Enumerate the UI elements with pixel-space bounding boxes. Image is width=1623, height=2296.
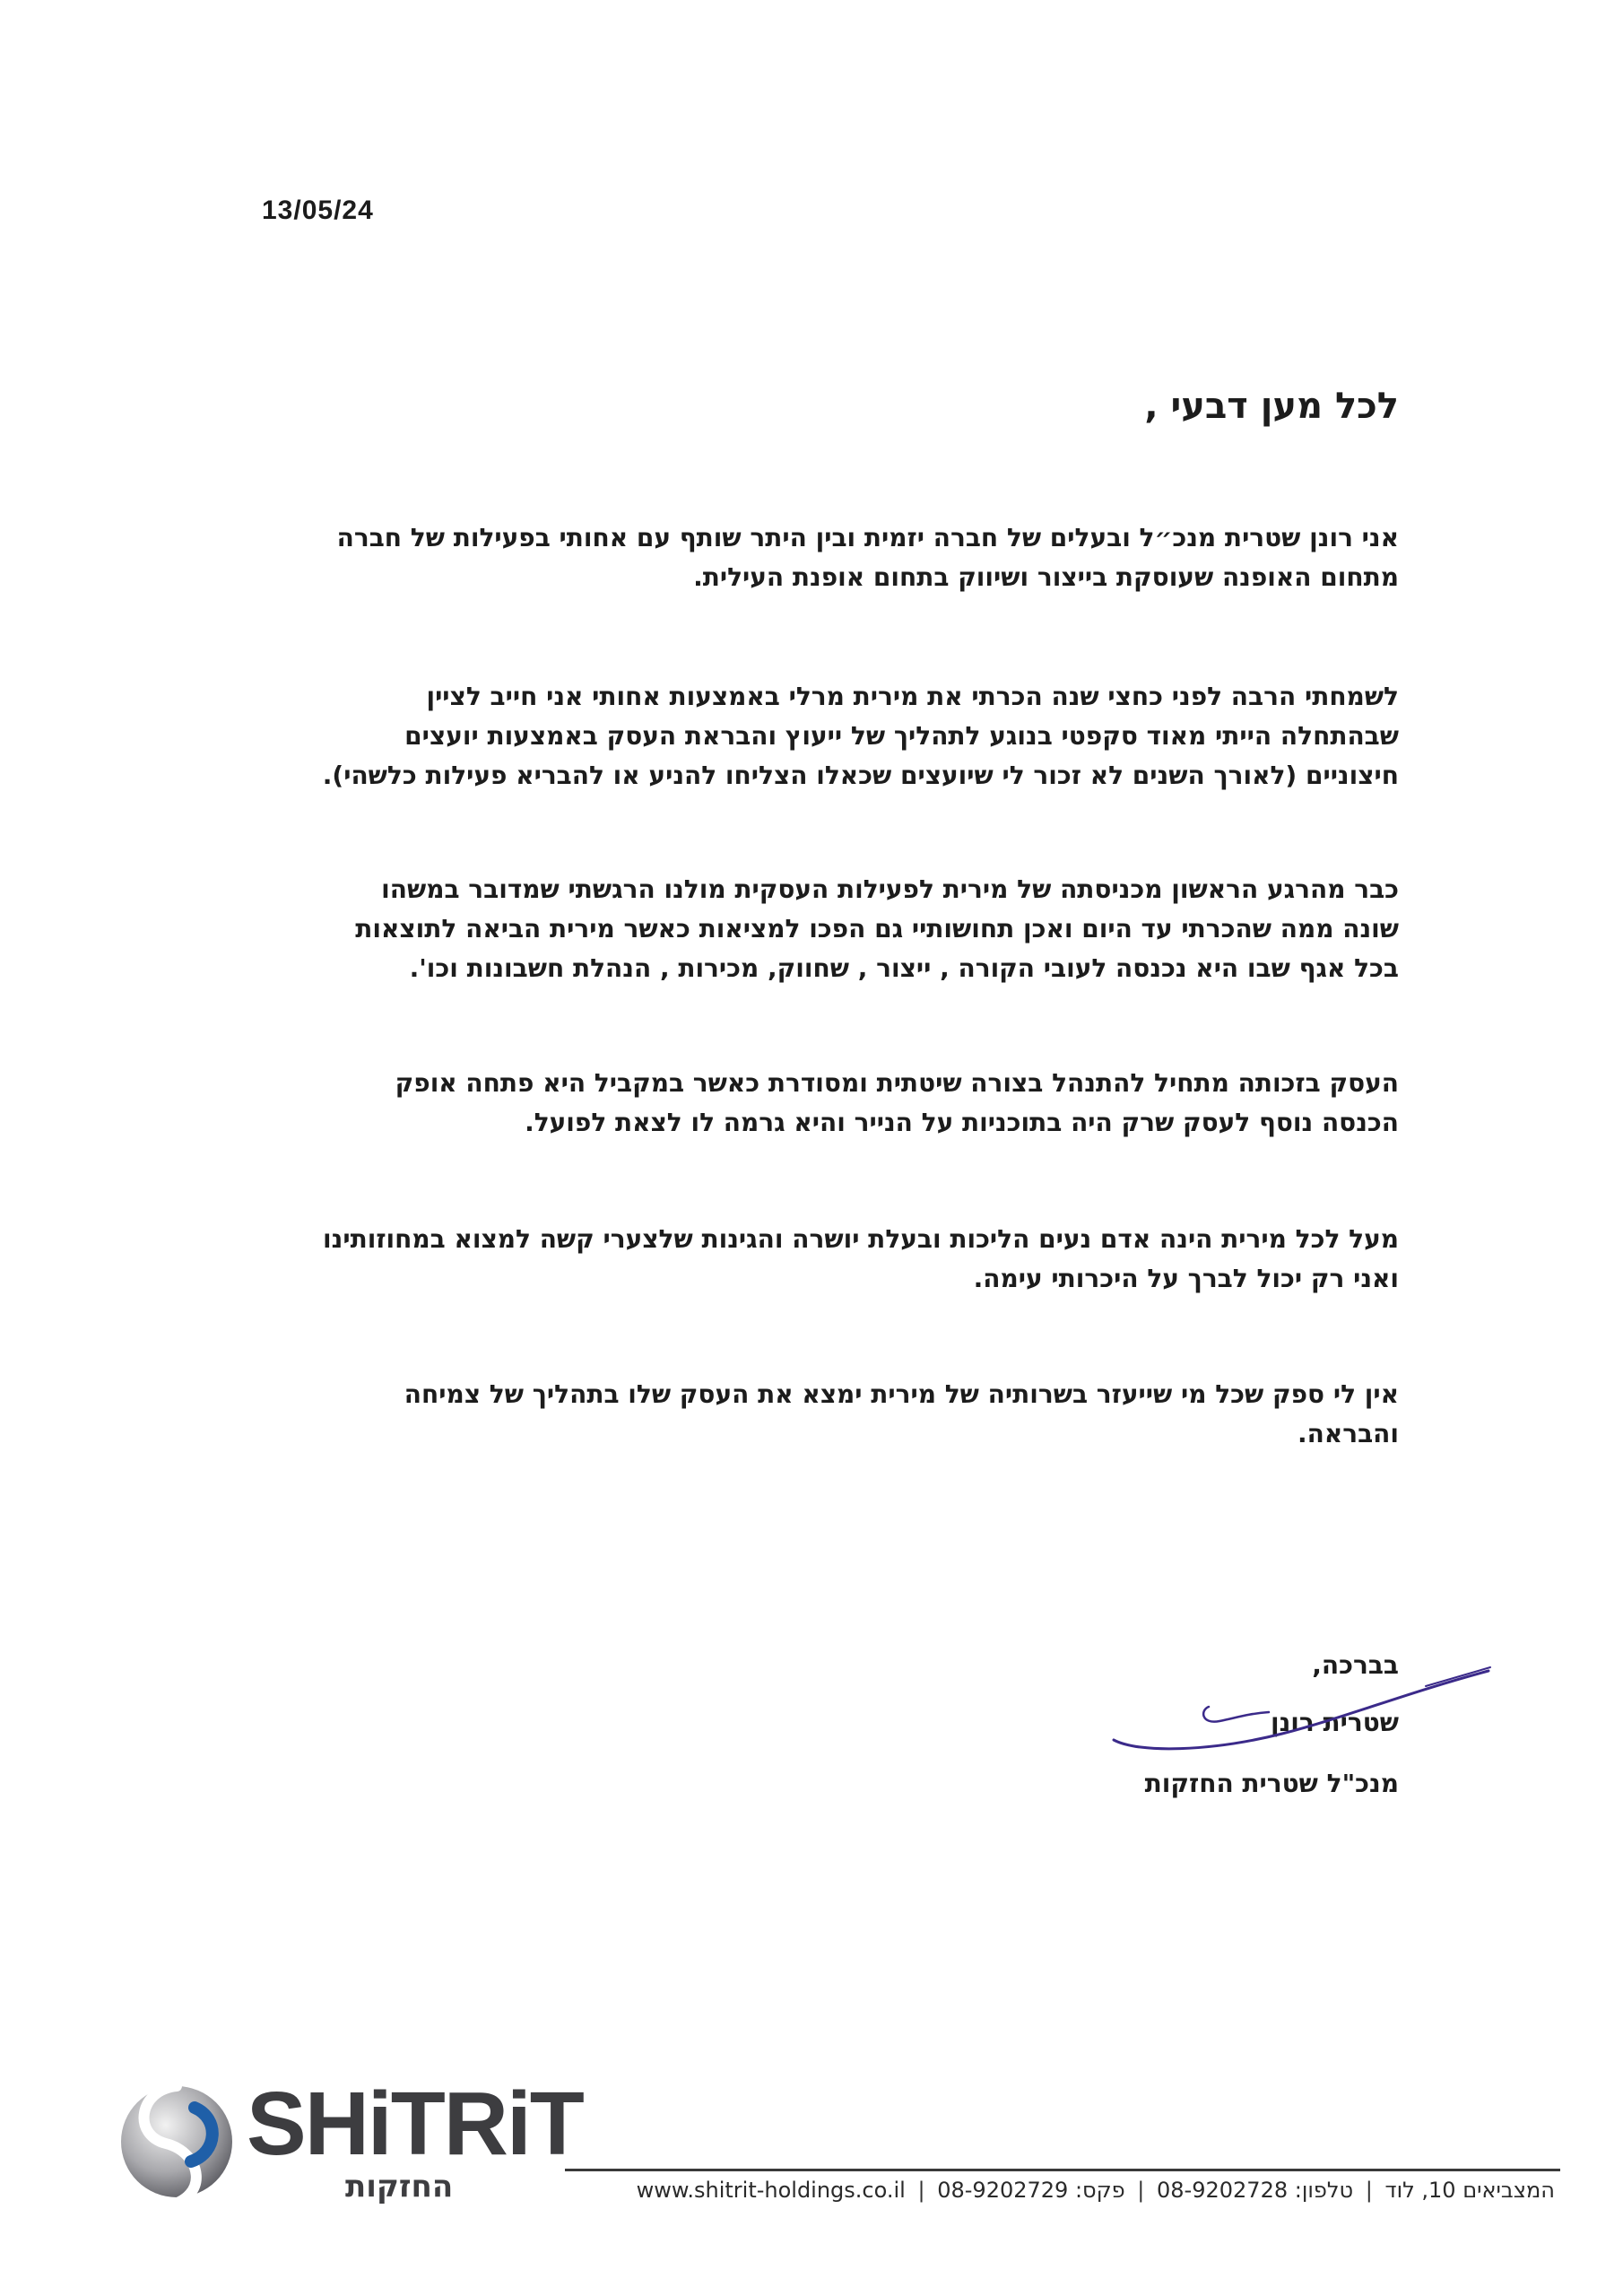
footer-separator: |	[917, 2178, 925, 2203]
footer-address: המצביאים 10, לוד	[1384, 2178, 1555, 2203]
paragraph-2	[233, 677, 1399, 796]
paragraph-line: כבר מהרגע הראשון מכניסתה של מירית לפעילות העסקית מולנו הרגשתי שמדובר במשהו	[381, 874, 1399, 904]
paragraph-line: שונה ממה שהכרתי עד היום ואכן תחושותיי גם הפכו למציאות כאשר מירית הביאה לתוצאות	[355, 914, 1399, 944]
paragraph-6	[233, 1375, 1399, 1454]
paragraph-5	[233, 1220, 1399, 1299]
paragraph-line: והבראה.	[1297, 1419, 1399, 1448]
paragraph-line: בכל אגף שבו היא נכנסה לעובי הקורה , ייצור , שחווק, מכירות , הנהלת חשבונות וכו'.	[409, 953, 1399, 983]
footer-divider	[565, 2169, 1560, 2171]
paragraph-line: שבהתחלה הייתי מאוד סקפטי בנוגע לתהליך של ייעוץ והבראת העסק באמצעות יועצים	[404, 721, 1399, 751]
signer-name: שטרית רונן	[1271, 1708, 1399, 1737]
footer-separator: |	[1137, 2178, 1145, 2203]
logo-wordmark: SHiTRiT	[247, 2074, 583, 2174]
footer-phone: טלפון: 08-9202728	[1157, 2178, 1354, 2203]
paragraph-line: מעל לכל מירית הינה אדם נעים הליכות ובעלת יושרה והגינות שלצערי קשה למצוא במחוזותינו	[323, 1224, 1399, 1254]
paragraph-line: לשמחתי הרבה לפני כחצי שנה הכרתי את מירית מרלי באמצעות אחותי אני חייב לציין	[426, 682, 1399, 711]
paragraph-line: מתחום האופנה שעוסקת בייצור ושיווק בתחום אופנת העילית.	[693, 562, 1399, 592]
paragraph-line: אני רונן שטרית מנכ״ל ובעלים של חברה יזמית ובין היתר שותף עם אחותי בפעילות של חברה	[336, 523, 1399, 552]
paragraph-1	[233, 518, 1399, 597]
paragraph-line: חיצוניים (לאורך השנים לא זכור לי שיועצים שכאלו הצליחו להניע או להבריא פעילות כלשהי).	[322, 761, 1399, 790]
closing: בברכה,	[1312, 1650, 1399, 1680]
signature-mark	[1103, 1655, 1497, 1762]
paragraph-line: העסק בזכותה מתחיל להתנהל בצורה שיטתית ומסודרת כאשר במקביל היא פתחה אופק	[395, 1068, 1399, 1098]
signer-title: מנכ"ל שטרית החזקות	[1144, 1769, 1399, 1798]
letter-date: 13/05/24	[262, 196, 374, 225]
paragraph-line: אין לי ספק שכל מי שייעזר בשרותיה של מירית ימצא את העסק שלו בתהליך של צמיחה	[404, 1379, 1399, 1409]
paragraph-line: ואני רק יכול לברך על היכרותי עימה.	[973, 1264, 1399, 1293]
paragraph-line: הכנסה נוסף לעסק שרק היה בתוכניות על הנייר והיא גרמה לו לצאת לפועל.	[525, 1108, 1399, 1137]
logo-subtext: החזקות	[345, 2169, 454, 2205]
footer-separator: |	[1365, 2178, 1373, 2203]
footer-website[interactable]: www.shitrit-holdings.co.il	[636, 2178, 906, 2203]
paragraph-3	[233, 870, 1399, 988]
footer-fax: פקס: 08-9202729	[937, 2178, 1125, 2203]
footer-contact	[637, 2178, 1555, 2203]
paragraph-4	[233, 1064, 1399, 1143]
logo-swirl-icon	[112, 2072, 242, 2215]
salutation: לכל מען דבעי ,	[1144, 386, 1399, 427]
